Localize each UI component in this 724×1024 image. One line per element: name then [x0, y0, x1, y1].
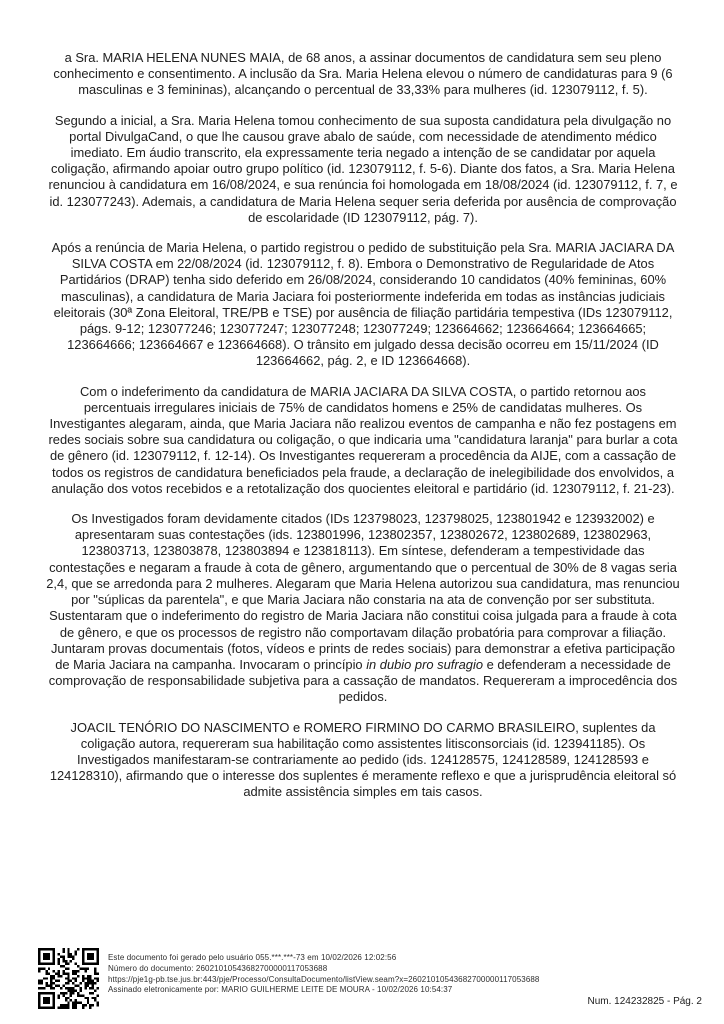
latin-phrase-italic: in dubio pro sufragio — [366, 656, 483, 672]
footer-signature: Assinado eletronicamente por: MARIO GUILHERME LEITE DE MOURA - 10/02/2026 10:54:37 — [108, 985, 453, 995]
paragraph-2: Segundo a inicial, a Sra. Maria Helena tomou conhecimento de sua suposta candidatura pela divulgação no portal DivulgaCand, o que lhe causou grave abalo de saúde, com necessidade de atendimento médico imediato. Em áudio transcrito, ela expressamente teria negado a intenção de se candidatar por aquela coligação, afirmando apoiar outro grupo político (id. 123079112, f. 5-6). Diante dos fatos, a Sra. Maria Helena renunciou à candidatura em 16/08/2024, e sua renúncia foi homologada em 18/08/2024 (id. 123079112, f. 7, e id. 123077243). Ademais, a candidatura de Maria Helena sequer seria deferida por ausência de comprovação de escolaridade (ID 123079112, pág. 7). — [48, 112, 678, 225]
paragraph-3: Após a renúncia de Maria Helena, o partido registrou o pedido de substituição pela Sra. MARIA JACIARA DA SILVA COSTA em 22/08/2024 (id. 123079112, f. 8). Embora o Demonstrativo de Regularidade de Atos Partidários (DRAP) tenha sido deferido em 26/08/2024, considerando 10 candidatos (40% femininas, 60% masculinas), a candidatura de Maria Jaciara foi posteriormente indeferida em todas as instâncias judiciais eleitorais (30ª Zona Eleitoral, TRE/PB e TSE) por ausência de filiação partidária tempestiva (IDs 123079112, págs. 9-12; 123077246; 123077247; 123077248; 123077249; 123664662; 123664664; 123664665; 123664666; 123664667 e 123664668). O trânsito em julgado dessa decisão ocorreu em 15/11/2024 (ID 123664662, pág. 2, e ID 123664668). — [51, 240, 675, 369]
paragraph-1: a Sra. MARIA HELENA NUNES MAIA, de 68 anos, a assinar documentos de candidatura sem seu pleno conhecimento e consentimento. A inclusão da Sra. Maria Helena elevou o número de candidaturas para 9 (6 masculinas e 3 femininas), alcançando o percentual de 33,33% para mulheres (id. 123079112, f. 5). — [53, 50, 673, 98]
page-number: Num. 124232825 - Pág. 2 — [587, 996, 702, 1007]
paragraph-5-text: Os Investigados foram devidamente citados (IDs 123798023, 123798025, 123801942 e 123932002) e apresentaram suas contestações (ids. 123801996, 123802357, 123802672, 123802689, 123802963, 123803713, 123803878, 123803894 e 123818113). Em síntese, defenderam a tempestividade das contestações e negaram a fraude à cota de gênero, argumentando que o percentual de 30% de 8 vagas seria 2,4, que se arredonda para 2 mulheres. Alegaram que Maria Helena autorizou sua candidatura, mas renunciou por "súplicas da parentela", e que Maria Jaciara não constaria na ata de convenção por ser substituta. Sustentaram que o indeferimento do registro de Maria Jaciara não constitui coisa julgada para a fraude à cota de gênero, e que os processos de registro não comportavam dilação probatória para comprovar a filiação. Juntaram provas documentais (fotos, vídeos e prints de redes sociais) para demonstrar a efetiva participação de Maria Jaciara na campanha. Invocaram o princípio — [46, 511, 680, 672]
qr-code-icon — [38, 948, 99, 1009]
document-body — [46, 50, 680, 815]
paragraph-6: JOACIL TENÓRIO DO NASCIMENTO e ROMERO FIRMINO DO CARMO BRASILEIRO, suplentes da coligação autora, requereram sua habilitação como assistentes litisconsorciais (id. 123941185). Os Investigados manifestaram-se contrariamente ao pedido (ids. 124128575, 124128589, 124128593 e 124128310), afirmando que o interesse dos suplentes é meramente reflexo e que a jurisprudência eleitoral só admite assistência simples em tais casos. — [49, 719, 677, 800]
document-footer — [0, 940, 724, 1024]
footer-metadata — [108, 953, 539, 996]
footer-generated-line: Este documento foi gerado pelo usuário 055.***.***-73 em 10/02/2026 12:02:56 — [108, 953, 397, 962]
paragraph-5-text-end: e defenderam a necessidade de comprovação de responsabilidade subjetiva para a cassação de mandatos. Requereram a improcedência dos pedidos. — [48, 656, 678, 705]
footer-document-number: Número do documento: 26021010543682700000117053688 — [108, 963, 328, 973]
footer-url: https://pje1g-pb.tse.jus.br:443/pje/Processo/ConsultaDocumento/listView.seam?x=26021010543682700000117053688 — [108, 974, 540, 984]
paragraph-4: Com o indeferimento da candidatura de MARIA JACIARA DA SILVA COSTA, o partido retornou aos percentuais irregulares iniciais de 75% de candidatos homens e 25% de candidatas mulheres. Os Investigantes alegaram, ainda, que Maria Jaciara não realizou eventos de campanha e não fez postagens em redes sociais sobre sua candidatura ou coligação, o que indicaria uma "candidatura laranja" para burlar a cota de gênero (id. 123079112, f. 12-14). Os Investigantes requereram a procedência da AIJE, com a cassação de todos os registros de candidatura beneficiados pela fraude, a declaração de inelegibilidade dos envolvidos, a anulação dos votos recebidos e a retotalização dos quocientes eleitoral e partidário (id. 123079112, f. 21-23). — [48, 383, 678, 496]
paragraph-5 — [46, 511, 680, 705]
